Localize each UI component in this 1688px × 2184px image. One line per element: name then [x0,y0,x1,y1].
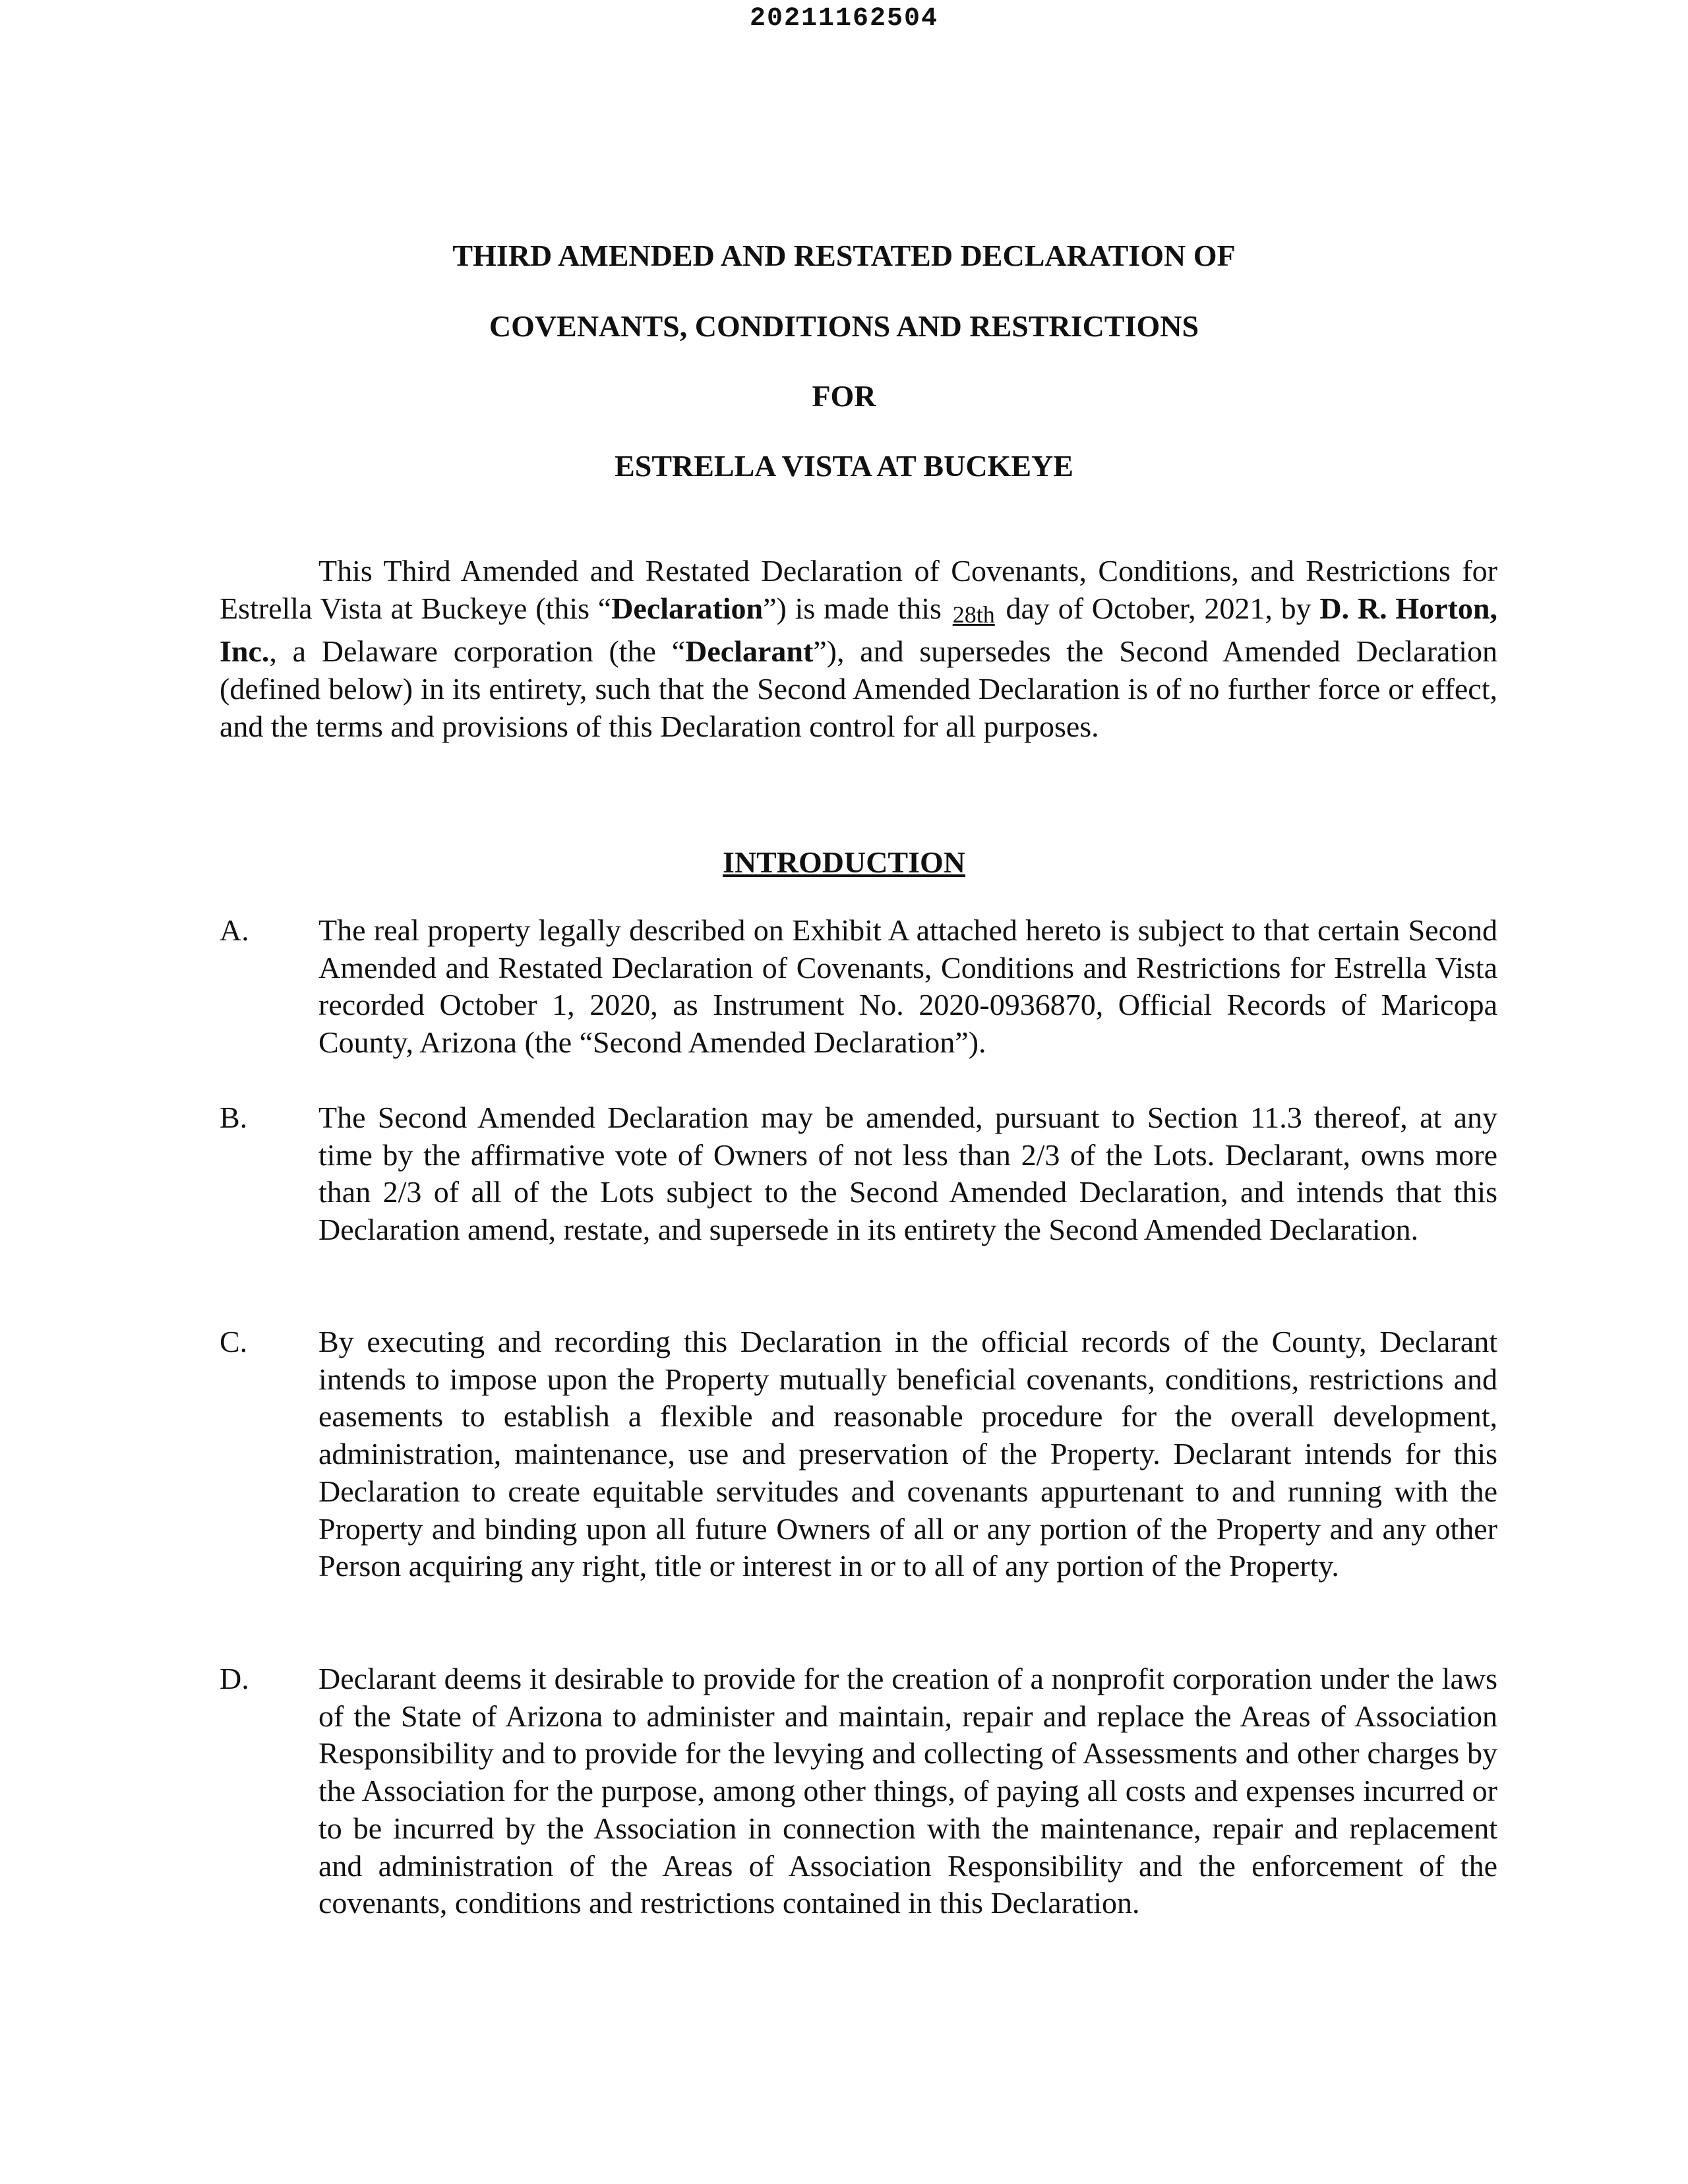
title-line-4: ESTRELLA VISTA AT BUCKEYE [615,449,1073,483]
title-line-1: THIRD AMENDED AND RESTATED DECLARATION OF [452,239,1236,272]
intro-paragraph [220,553,1497,746]
recital-b [220,1099,1497,1249]
recital-text: By executing and recording this Declaration in the official records of the County, Declarant intends to impose upon the Property mutually beneficial covenants, conditions, restrictions and easements to establish a flexible and reasonable procedure for the overall development, administration, maintenance, use and preservation of the Property. Declarant intends for this Declaration to create equitable servitudes and covenants appurtenant to and running with the Property and binding upon all future Owners of all or any portion of the Property and any other Person acquiring any right, title or interest in or to all of any portion of the Property. [318,1325,1497,1583]
recital-text: The Second Amended Declaration may be amended, pursuant to Section 11.3 thereof, at any time by the affirmative vote of Owners of not less than 2/3 of the Lots. Declarant, owns more than 2/3 of all of the Lots subject to the Second Amended Declaration, and intends that this Declaration amend, restate, and supersede in its entirety the Second Amended Declaration. [318,1101,1497,1247]
declarant-name: D. R. Horton, Inc. [220,591,1498,669]
recording-number: 20211162504 [749,4,939,34]
intro-text-4: , a Delaware corporation (the “ [269,634,686,669]
intro-text-1: This Third Amended and Restated Declaration of Covenants, Conditions, and Restrictions for Estrella Vista at Buckeye (this “ [220,554,1497,625]
recital-letter: B. [220,1101,248,1134]
title-line-2: COVENANTS, CONDITIONS AND RESTRICTIONS [489,309,1199,343]
intro-text-2: ”) is made this [763,591,950,625]
recital-text: The real property legally described on Exhibit A attached hereto is subject to that certain Second Amended and Restated Declaration of Covenants, Conditions and Restrictions for Estrella Vista recorded October 1, 2020, as Instrument No. 2020-0936870, Official Records of Maricopa County, Arizona (the “Second Amended Declaration”). [318,913,1497,1060]
title-line-3: FOR [812,379,876,413]
recital-c [220,1323,1497,1585]
recital-a [220,912,1497,1062]
term-declaration: Declaration [611,591,764,625]
recital-letter: D. [220,1662,249,1695]
section-heading-introduction: INTRODUCTION [722,845,966,879]
recital-text: Declarant deems it desirable to provide for the creation of a nonprofit corporation under the laws of the State of Arizona to administer and maintain, repair and replace the Areas of Association Responsibility and to provide for the levying and collecting of Assessments and other charges by the Association for the purpose, among other things, of paying all costs and expenses incurred or to be incurred by the Association in connection with the maintenance, repair and replacement and administration of the Areas of Association Responsibility and the enforcement of the covenants, conditions and restrictions contained in this Declaration. [318,1662,1497,1920]
recital-letter: A. [220,913,249,947]
day-field: 28th [952,601,995,628]
term-declarant: Declarant [685,634,814,669]
intro-text-5: ”), and supersedes the Second Amended Declaration (defined below) in its entirety, such that the Second Amended Declaration is of no further force or effect, and the terms and provisions of this Declaration control for all purposes. [220,634,1497,743]
recital-d [220,1660,1497,1922]
intro-text-3: day of October, 2021, by [997,591,1320,625]
recital-letter: C. [220,1325,248,1358]
